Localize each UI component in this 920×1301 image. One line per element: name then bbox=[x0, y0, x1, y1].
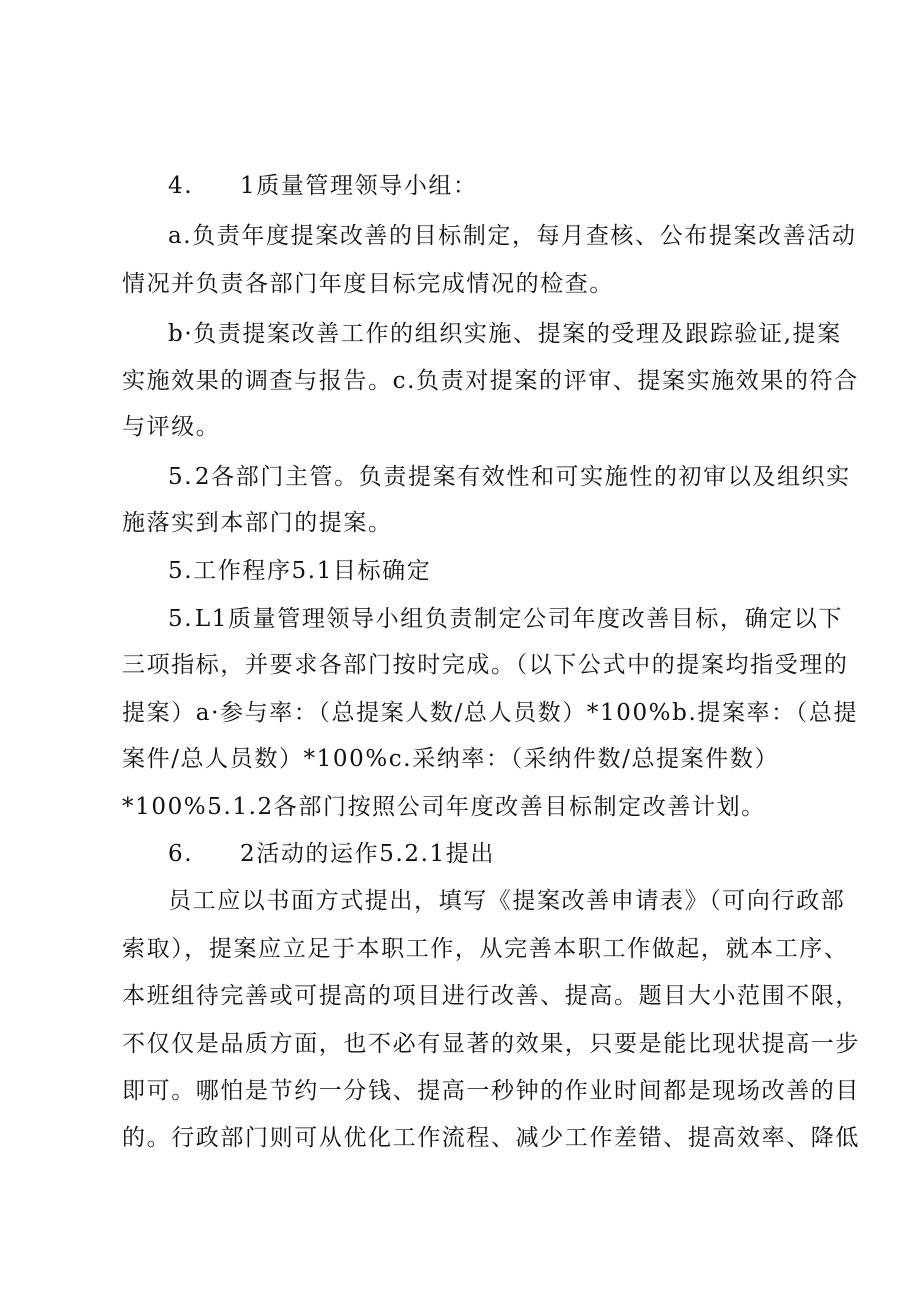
paragraph-line: 本班组待完善或可提高的项目进行改善、提高。题目大小范围不限， bbox=[122, 983, 860, 1009]
paragraph-line: 实施效果的调查与报告。c.负责对提案的评审、提案实施效果的符合 bbox=[122, 368, 859, 394]
section-number: 4. bbox=[168, 173, 194, 199]
section-5-1-1-line bbox=[168, 603, 844, 635]
paragraph-line: b·负责提案改善工作的组织实施、提案的受理及跟踪验证,提案 bbox=[168, 321, 842, 347]
paragraph-line: 案件/总人员数）*100%c.采纳率：（采纳件数/总提案件数） bbox=[122, 746, 780, 772]
paragraph-line: 施落实到本部门的提案。 bbox=[122, 510, 393, 536]
section-title: 1质量管理领导小组： bbox=[240, 173, 478, 199]
paragraph-line: 的。行政部门则可从优化工作流程、减少工作差错、提高效率、降低 bbox=[122, 1125, 860, 1151]
paragraph-line: 情况并负责各部门年度目标完成情况的检查。 bbox=[122, 271, 614, 297]
section-6-heading bbox=[168, 838, 812, 870]
section-5-2-line bbox=[168, 461, 851, 493]
paragraph-line: 即可。哪怕是节约一分钱、提高一秒钟的作业时间都是现场改善的目 bbox=[122, 1078, 860, 1104]
paragraph-line: 员工应以书面方式提出，填写《提案改善申请表》（可向行政部 bbox=[168, 888, 846, 914]
section-text: 2各部门主管。负责提案有效性和可实施性的初审以及组织实 bbox=[194, 464, 851, 490]
section-number: 5. bbox=[168, 606, 194, 632]
section-text: L1质量管理领导小组负责制定公司年度改善目标，确定以下 bbox=[194, 606, 844, 632]
paragraph-line: a.负责年度提案改善的目标制定，每月查核、公布提案改善活动 bbox=[168, 223, 857, 249]
section-4-1-heading bbox=[168, 170, 812, 202]
section-number: 6. bbox=[168, 841, 194, 867]
section-number: 5. bbox=[168, 464, 194, 490]
paragraph-line: *100%5.1.2各部门按照公司年度改善目标制定改善计划。 bbox=[122, 794, 766, 820]
section-title: 2活动的运作5.2.1提出 bbox=[240, 841, 495, 867]
paragraph-line: 不仅仅是品质方面，也不必有显著的效果，只要是能比现状提高一步 bbox=[122, 1031, 860, 1057]
paragraph-line: 与评级。 bbox=[122, 414, 221, 440]
paragraph-line: 提案）a·参与率：（总提案人数/总人员数）*100%b.提案率：（总提 bbox=[122, 700, 859, 726]
paragraph-line: 三项指标，并要求各部门按时完成。（以下公式中的提案均指受理的 bbox=[122, 652, 849, 678]
section-5-heading: 5.工作程序5.1目标确定 bbox=[168, 558, 432, 584]
paragraph-line: 索取），提案应立足于本职工作，从完善本职工作做起，就本工序、 bbox=[122, 936, 849, 962]
